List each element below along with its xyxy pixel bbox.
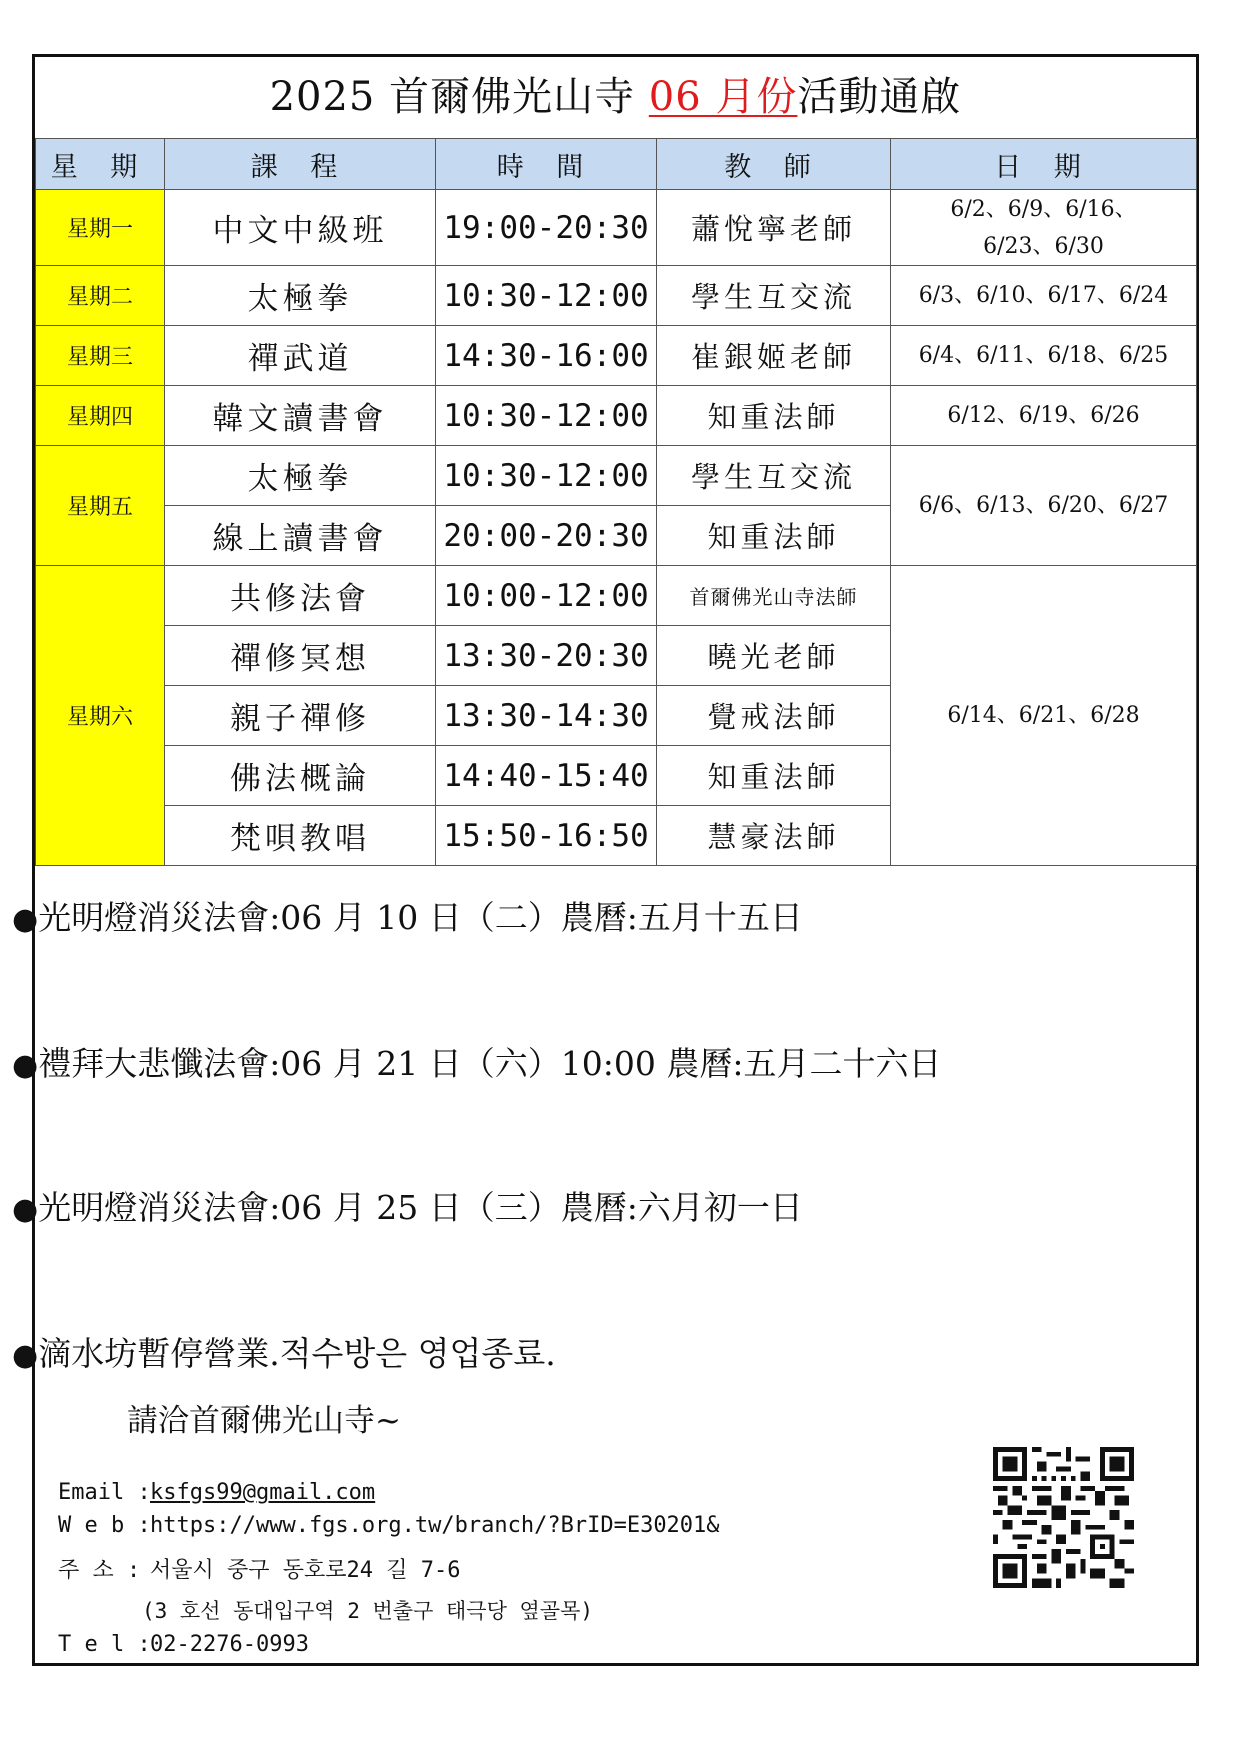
tel-number: 02-2276-0993 xyxy=(150,1632,309,1657)
day-cell: 星期一 xyxy=(36,190,165,266)
notice-item xyxy=(12,1182,803,1229)
teacher-cell: 慧豪法師 xyxy=(657,806,891,866)
course-cell: 線上讀書會 xyxy=(165,506,436,566)
course-cell: 太極拳 xyxy=(165,446,436,506)
teacher-cell: 學生互交流 xyxy=(657,266,891,326)
title-suffix: 活動通啟 xyxy=(797,74,962,120)
tel-label: T e l : xyxy=(58,1632,151,1657)
bullet-icon: ● xyxy=(12,1192,39,1227)
dates-cell: 6/14、6/21、6/28 xyxy=(891,566,1197,866)
notice-text: 禮拜大悲懺法會:06 月 21 日（六）10:00 農曆:五月二十六日 xyxy=(38,1044,942,1083)
time-cell: 19:00-20:30 xyxy=(436,190,657,266)
email-link[interactable]: ksfgs99@gmail.com xyxy=(150,1480,376,1505)
dates-cell: 6/2、6/9、6/16、6/23、6/30 xyxy=(891,190,1197,266)
time-cell: 13:30-20:30 xyxy=(436,626,657,686)
course-cell: 梵唄教唱 xyxy=(165,806,436,866)
bullet-icon: ● xyxy=(12,902,39,937)
teacher-cell: 覺戒法師 xyxy=(657,686,891,746)
table-row xyxy=(36,190,1197,266)
schedule-table xyxy=(35,138,1197,866)
time-cell: 15:50-16:50 xyxy=(436,806,657,866)
dates-cell: 6/6、6/13、6/20、6/27 xyxy=(891,446,1197,566)
teacher-cell: 曉光老師 xyxy=(657,626,891,686)
title-prefix: 2025 首爾佛光山寺 xyxy=(269,74,649,120)
header-time: 時 間 xyxy=(436,139,657,190)
course-cell: 太極拳 xyxy=(165,266,436,326)
web-url[interactable]: https://www.fgs.org.tw/branch/?BrID=E30201& xyxy=(150,1513,720,1538)
teacher-cell: 知重法師 xyxy=(657,386,891,446)
teacher-cell: 首爾佛光山寺法師 xyxy=(657,566,891,626)
contact-web xyxy=(58,1513,720,1538)
day-cell: 星期四 xyxy=(36,386,165,446)
time-cell: 13:30-14:30 xyxy=(436,686,657,746)
time-cell: 14:30-16:00 xyxy=(436,326,657,386)
table-row xyxy=(36,266,1197,326)
course-cell: 中文中級班 xyxy=(165,190,436,266)
table-row xyxy=(36,446,1197,506)
dates-cell: 6/4、6/11、6/18、6/25 xyxy=(891,326,1197,386)
time-cell: 14:40-15:40 xyxy=(436,746,657,806)
time-cell: 10:30-12:00 xyxy=(436,446,657,506)
contact-email xyxy=(58,1480,375,1505)
notice-text: 光明燈消災法會:06 月 10 日（二）農曆:五月十五日 xyxy=(38,898,803,937)
notice-item xyxy=(12,1328,556,1375)
dates-cell: 6/3、6/10、6/17、6/24 xyxy=(891,266,1197,326)
contact-note: 請洽首爾佛光山寺~ xyxy=(127,1403,401,1439)
notice-item xyxy=(12,892,803,939)
web-label: W e b : xyxy=(58,1513,151,1538)
day-cell: 星期五 xyxy=(36,446,165,566)
page-title xyxy=(35,57,1196,138)
teacher-cell: 學生互交流 xyxy=(657,446,891,506)
table-row xyxy=(36,386,1197,446)
email-label: Email : xyxy=(58,1480,151,1505)
teacher-cell: 知重法師 xyxy=(657,506,891,566)
time-cell: 20:00-20:30 xyxy=(436,506,657,566)
table-row xyxy=(36,326,1197,386)
address-label: 주 소 : xyxy=(58,1558,141,1583)
time-cell: 10:30-12:00 xyxy=(436,386,657,446)
bullet-icon: ● xyxy=(12,1338,39,1373)
teacher-cell: 知重法師 xyxy=(657,746,891,806)
address-note: (3 호선 동대입구역 2 번출구 태극당 옆골목) xyxy=(142,1599,594,1623)
course-cell: 共修法會 xyxy=(165,566,436,626)
time-cell: 10:30-12:00 xyxy=(436,266,657,326)
day-cell: 星期六 xyxy=(36,566,165,866)
header-day: 星 期 xyxy=(36,139,165,190)
header-date: 日 期 xyxy=(891,139,1197,190)
title-month: 06 月份 xyxy=(648,74,798,120)
course-cell: 韓文讀書會 xyxy=(165,386,436,446)
day-cell: 星期二 xyxy=(36,266,165,326)
notice-text: 光明燈消災法會:06 月 25 日（三）農曆:六月初一日 xyxy=(38,1188,803,1227)
teacher-cell: 崔銀姬老師 xyxy=(657,326,891,386)
qr-code-icon[interactable] xyxy=(993,1447,1134,1588)
teacher-cell: 蕭悅寧老師 xyxy=(657,190,891,266)
notice-text: 滴水坊暫停營業.적수방은 영업종료. xyxy=(38,1334,556,1373)
bullet-icon: ● xyxy=(12,1048,39,1083)
contact-address xyxy=(58,1553,460,1584)
course-cell: 親子禪修 xyxy=(165,686,436,746)
course-cell: 禪武道 xyxy=(165,326,436,386)
course-cell: 佛法概論 xyxy=(165,746,436,806)
course-cell: 禪修冥想 xyxy=(165,626,436,686)
time-cell: 10:00-12:00 xyxy=(436,566,657,626)
table-header-row xyxy=(36,139,1197,190)
day-cell: 星期三 xyxy=(36,326,165,386)
address-text: 서울시 중구 동호로24 길 7-6 xyxy=(150,1558,461,1583)
contact-tel xyxy=(58,1632,309,1657)
dates-cell: 6/12、6/19、6/26 xyxy=(891,386,1197,446)
notice-item xyxy=(12,1038,941,1085)
header-teacher: 教 師 xyxy=(657,139,891,190)
header-course: 課 程 xyxy=(165,139,436,190)
table-row xyxy=(36,566,1197,626)
